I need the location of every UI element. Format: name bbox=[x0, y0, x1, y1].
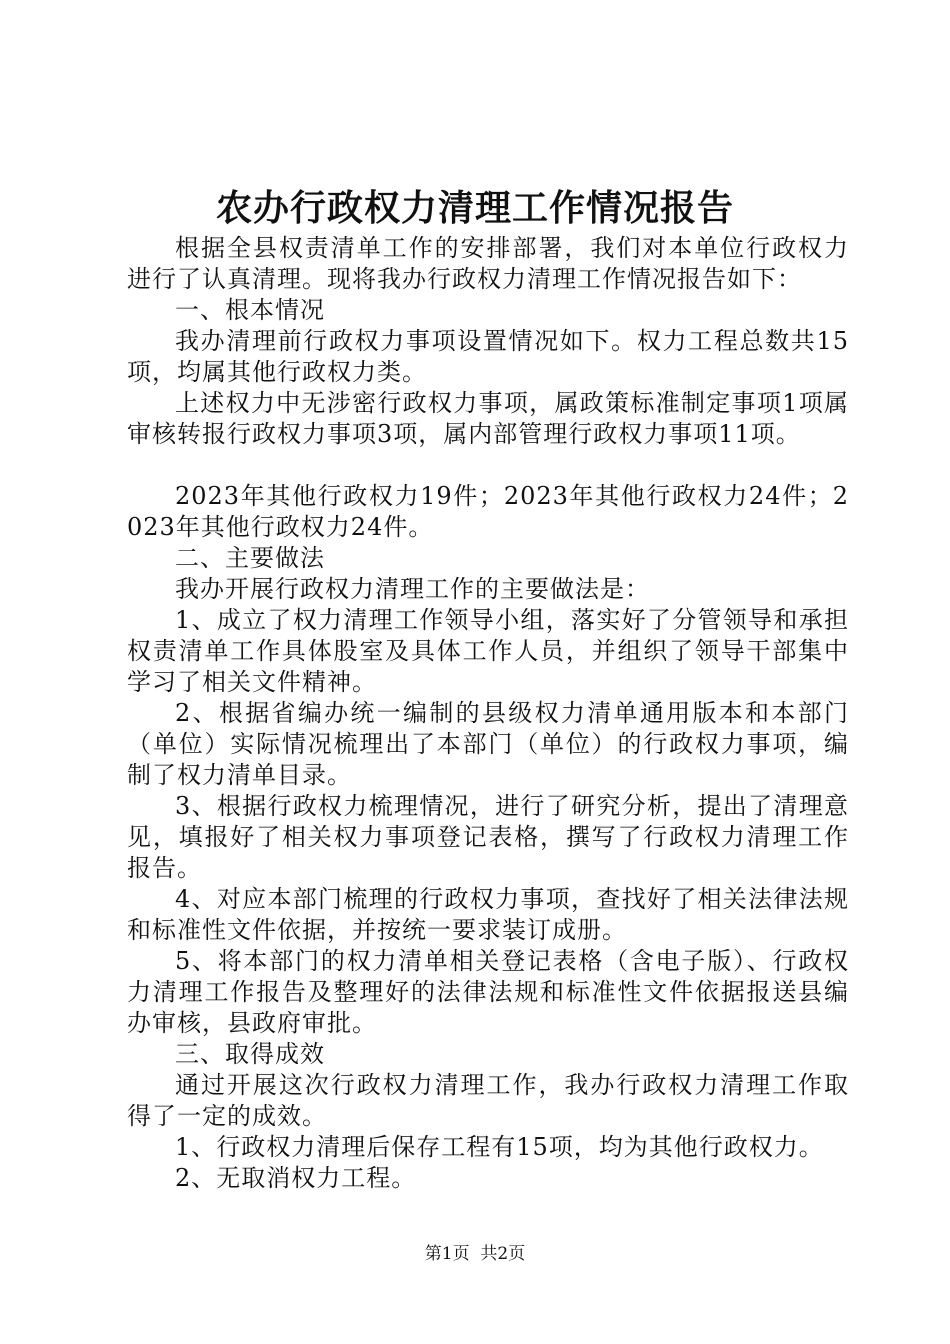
page-title: 农办行政权力清理工作情况报告 bbox=[215, 187, 734, 229]
paragraph: 上述权力中无涉密行政权力事项，属政策标准制定事项1项属审核转报行政权力事项3项，属内部管理行政权力事项11项。 bbox=[127, 389, 849, 448]
paragraph: 我办开展行政权力清理工作的主要做法是： bbox=[175, 575, 650, 603]
document-body bbox=[127, 233, 849, 1194]
list-item: 1、成立了权力清理工作领导小组，落实好了分管领导和承担权责清单工作具体股室及具体工作人员，并组织了领导干部集中学习了相关文件精神。 bbox=[127, 606, 849, 696]
blank-line bbox=[127, 450, 849, 481]
page-number: 第1页 bbox=[424, 1244, 470, 1264]
list-item: 1、行政权力清理后保存工程有15项，均为其他行政权力。 bbox=[175, 1133, 824, 1161]
page-total: 共2页 bbox=[480, 1244, 526, 1264]
list-item: 2、根据省编办统一编制的县级权力清单通用版本和本部门（单位）实际情况梳理出了本部门（单位）的行政权力事项，编制了权力清单目录。 bbox=[127, 699, 849, 789]
paragraph: 根据全县权责清单工作的安排部署，我们对本单位行政权力进行了认真清理。现将我办行政权力清理工作情况报告如下： bbox=[127, 234, 849, 293]
page-footer bbox=[0, 1242, 950, 1266]
section-heading: 二、主要做法 bbox=[175, 544, 325, 572]
list-item: 3、根据行政权力梳理情况，进行了研究分析，提出了清理意见，填报好了相关权力事项登记表格，撰写了行政权力清理工作报告。 bbox=[127, 792, 849, 882]
paragraph: 通过开展这次行政权力清理工作，我办行政权力清理工作取得了一定的成效。 bbox=[127, 1071, 849, 1130]
section-heading: 三、取得成效 bbox=[175, 1040, 325, 1068]
list-item: 2、无取消权力工程。 bbox=[175, 1164, 417, 1192]
list-item: 4、对应本部门梳理的行政权力事项，查找好了相关法律法规和标准性文件依据，并按统一要求装订成册。 bbox=[127, 885, 849, 944]
paragraph: 我办清理前行政权力事项设置情况如下。权力工程总数共15项，均属其他行政权力类。 bbox=[127, 327, 849, 386]
list-item: 5、将本部门的权力清单相关登记表格（含电子版）、行政权力清理工作报告及整理好的法律法规和标准性文件依据报送县编办审核，县政府审批。 bbox=[127, 947, 849, 1037]
section-heading: 一、根本情况 bbox=[175, 296, 325, 324]
paragraph: 2023年其他行政权力19件；2023年其他行政权力24件；2023年其他行政权力24件。 bbox=[127, 482, 849, 541]
